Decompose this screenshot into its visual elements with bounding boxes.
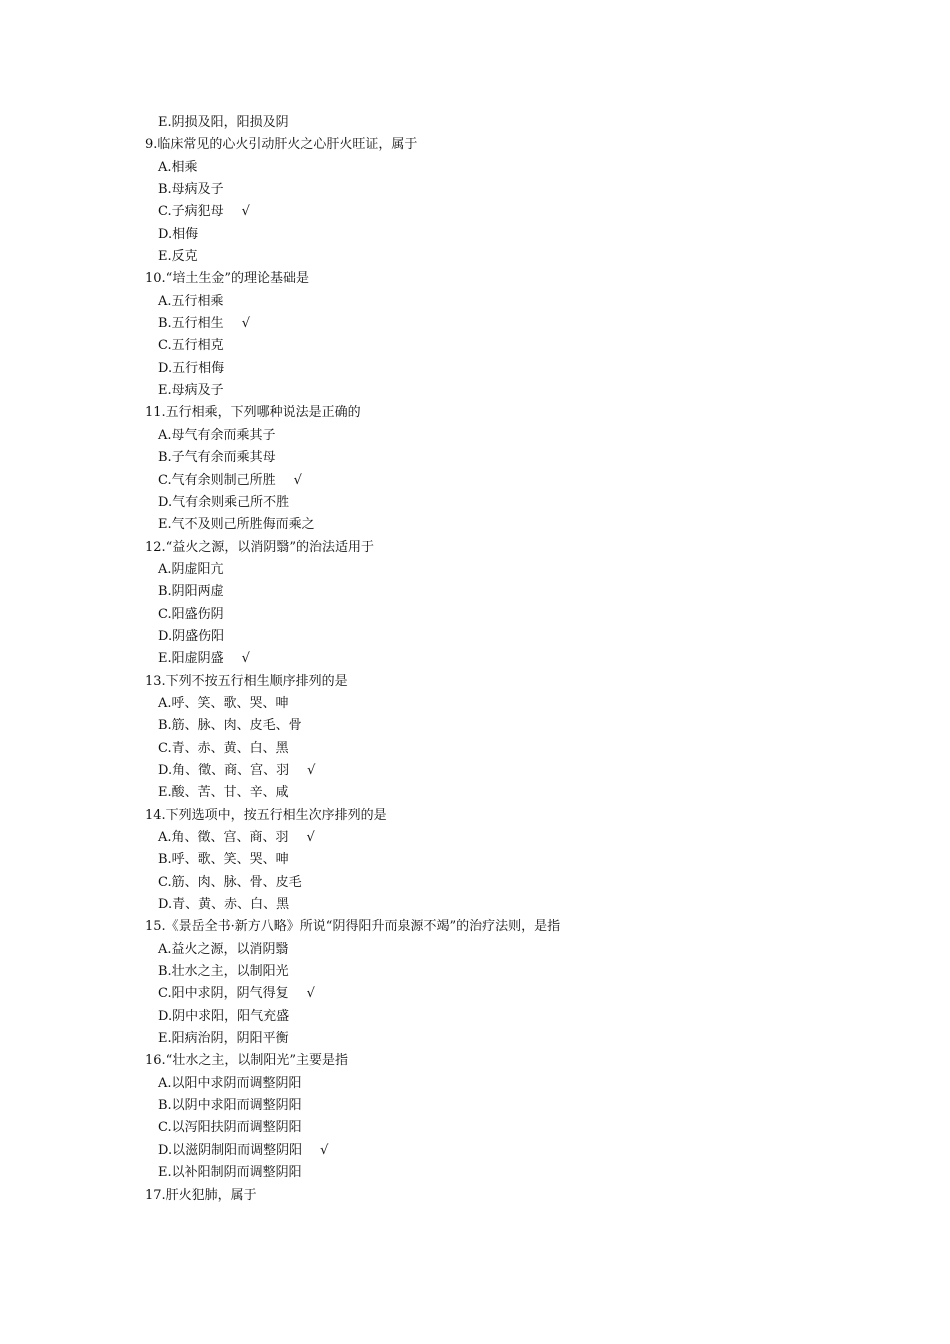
option-text: A.相乘	[158, 159, 198, 175]
option-text: E.阴损及阳，阳损及阴	[158, 115, 289, 130]
question-stem	[0, 134, 950, 156]
option-text: B.筋、脉、肉、皮毛、骨	[158, 718, 302, 734]
option-text: D.阴盛伤阳	[158, 628, 225, 644]
question-stem	[0, 1050, 950, 1072]
answer-option	[0, 492, 950, 514]
answer-option	[0, 224, 950, 246]
answer-option	[0, 1162, 950, 1184]
question-stem	[0, 671, 950, 693]
answer-option	[0, 715, 950, 737]
option-text: E.阳虚阴盛	[158, 651, 224, 667]
option-text: D.气有余则乘己所不胜	[158, 494, 290, 510]
answer-option	[0, 201, 950, 223]
option-text: A.阴虚阳亢	[158, 561, 224, 577]
answer-option	[0, 961, 950, 983]
option-text: B.以阴中求阳而调整阴阳	[158, 1098, 302, 1114]
question-stem	[0, 916, 950, 938]
option-text: B.阴阳两虚	[158, 584, 224, 600]
correct-answer-check-mark: √	[320, 1142, 329, 1158]
answer-option	[0, 626, 950, 648]
question-stem	[0, 1185, 950, 1207]
answer-option	[0, 1140, 950, 1162]
question-text: 15.《景岳全书·新方八略》所说“阴得阳升而泉源不竭”的治疗法则，是指	[145, 919, 561, 935]
answer-option	[0, 939, 950, 961]
answer-option	[0, 872, 950, 894]
option-text: A.以阳中求阴而调整阴阳	[158, 1075, 302, 1091]
answer-option	[0, 648, 950, 670]
answer-option	[0, 514, 950, 536]
answer-option	[0, 693, 950, 715]
correct-answer-check-mark: √	[241, 651, 250, 667]
correct-answer-check-mark: √	[306, 830, 315, 845]
answer-option	[0, 1006, 950, 1028]
option-text: A.五行相乘	[158, 293, 224, 309]
option-text: B.子气有余而乘其母	[158, 450, 276, 466]
answer-option	[0, 1028, 950, 1050]
option-text: D.相侮	[158, 226, 199, 242]
option-text: E.以补阳制阴而调整阴阳	[158, 1165, 302, 1181]
option-text: C.五行相克	[158, 338, 224, 354]
answer-option	[0, 983, 950, 1005]
answer-option	[0, 335, 950, 357]
option-text: D.角、徵、商、宫、羽	[158, 762, 290, 778]
answer-option	[0, 358, 950, 380]
option-text: B.母病及子	[158, 182, 224, 198]
option-text: A.角、徵、宫、商、羽	[158, 830, 289, 845]
option-text: C.气有余则制己所胜	[158, 472, 276, 488]
question-text: 11.五行相乘，下列哪种说法是正确的	[145, 405, 361, 421]
question-text: 10.“培土生金”的理论基础是	[145, 271, 309, 287]
question-text: 9.临床常见的心火引动肝火之心肝火旺证，属于	[145, 137, 418, 153]
answer-option	[0, 581, 950, 603]
answer-option	[0, 738, 950, 760]
answer-option	[0, 894, 950, 916]
option-text: A.益火之源，以消阴翳	[158, 941, 289, 957]
option-text: C.阳盛伤阴	[158, 606, 224, 622]
answer-option	[0, 291, 950, 313]
answer-option	[0, 447, 950, 469]
answer-option	[0, 1117, 950, 1139]
answer-option	[0, 380, 950, 402]
answer-option	[0, 179, 950, 201]
answer-option	[0, 1073, 950, 1095]
option-text: D.以滋阴制阳而调整阴阳	[158, 1142, 303, 1158]
option-text: C.以泻阳扶阴而调整阴阳	[158, 1120, 302, 1136]
answer-option	[0, 112, 950, 134]
answer-option	[0, 470, 950, 492]
answer-option	[0, 246, 950, 268]
exam-page	[0, 112, 950, 1207]
answer-option	[0, 782, 950, 804]
question-text: 16.“壮水之主，以制阳光”主要是指	[145, 1053, 348, 1069]
question-stem	[0, 402, 950, 424]
correct-answer-check-mark: √	[241, 316, 250, 332]
option-text: E.酸、苦、甘、辛、咸	[158, 785, 289, 801]
answer-option	[0, 425, 950, 447]
correct-answer-check-mark: √	[241, 204, 250, 220]
option-text: B.壮水之主，以制阳光	[158, 964, 289, 980]
question-stem	[0, 268, 950, 290]
question-stem	[0, 537, 950, 559]
answer-option	[0, 827, 950, 849]
question-text: 12.“益火之源，以消阴翳”的治法适用于	[145, 539, 374, 555]
question-text: 17.肝火犯肺，属于	[145, 1187, 257, 1203]
answer-option	[0, 760, 950, 782]
option-text: C.子病犯母	[158, 204, 224, 220]
correct-answer-check-mark: √	[293, 472, 302, 488]
option-text: D.青、黄、赤、白、黑	[158, 897, 290, 913]
option-text: E.气不及则己所胜侮而乘之	[158, 517, 315, 533]
correct-answer-check-mark: √	[307, 762, 316, 778]
question-text: 14.下列选项中，按五行相生次序排列的是	[145, 807, 387, 823]
option-text: D.阴中求阳，阳气充盛	[158, 1008, 290, 1024]
option-text: E.母病及子	[158, 383, 224, 399]
option-text: C.青、赤、黄、白、黑	[158, 740, 289, 756]
option-text: A.母气有余而乘其子	[158, 427, 276, 443]
option-text: B.五行相生	[158, 316, 224, 332]
question-stem	[0, 805, 950, 827]
option-text: C.筋、肉、脉、骨、皮毛	[158, 874, 302, 890]
correct-answer-check-mark: √	[306, 986, 315, 1002]
question-text: 13.下列不按五行相生顺序排列的是	[145, 673, 348, 689]
answer-option	[0, 157, 950, 179]
answer-option	[0, 849, 950, 871]
option-text: E.阳病治阴，阴阳平衡	[158, 1031, 289, 1047]
option-text: D.五行相侮	[158, 360, 225, 376]
option-text: A.呼、笑、歌、哭、呻	[158, 695, 289, 711]
answer-option	[0, 559, 950, 581]
answer-option	[0, 604, 950, 626]
answer-option	[0, 313, 950, 335]
option-text: C.阳中求阴，阴气得复	[158, 986, 289, 1002]
option-text: B.呼、歌、笑、哭、呻	[158, 852, 289, 868]
option-text: E.反克	[158, 249, 198, 265]
answer-option	[0, 1095, 950, 1117]
